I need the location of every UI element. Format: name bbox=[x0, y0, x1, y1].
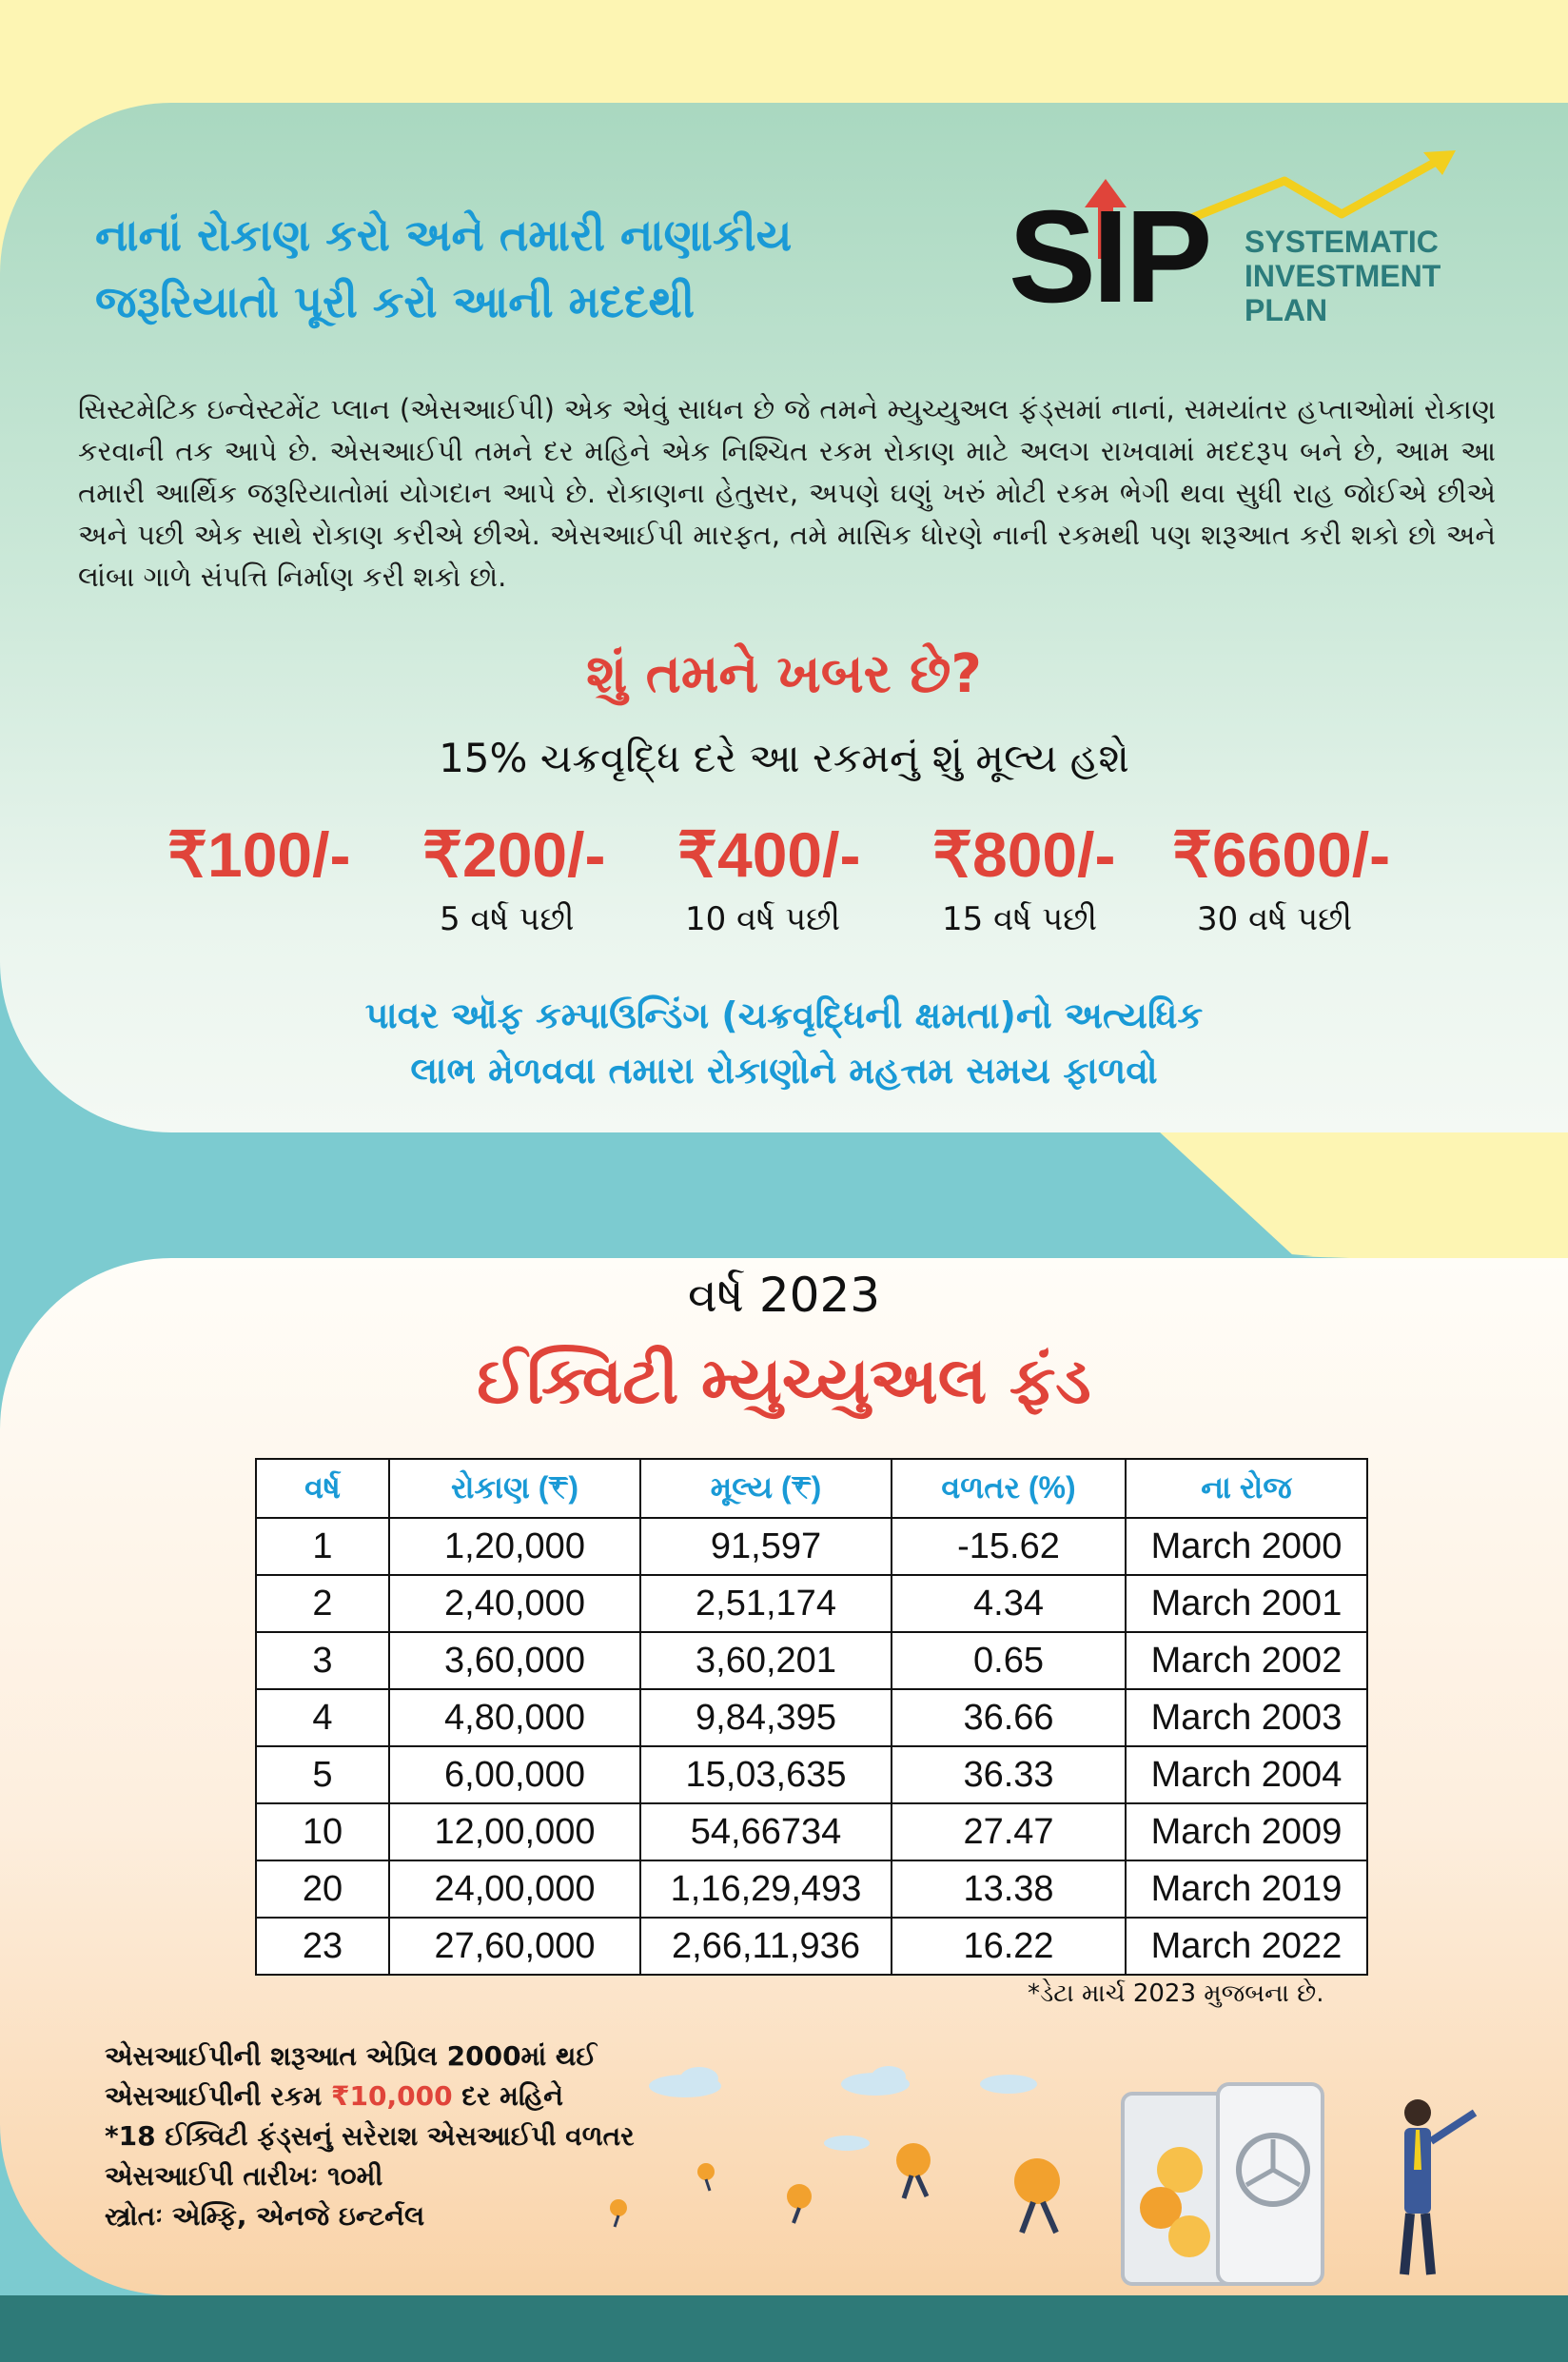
coin-character-icon bbox=[610, 2143, 1060, 2233]
headline-line-2: જરૂરિયાતો પૂરી કરો આની મદદથી bbox=[95, 276, 695, 327]
cloud-icon bbox=[649, 2066, 1037, 2151]
col-header-as-on: ના રોજ bbox=[1126, 1459, 1367, 1518]
cell-as-on: March 2019 bbox=[1126, 1860, 1367, 1918]
cell-return: 13.38 bbox=[892, 1860, 1126, 1918]
power-of-compounding bbox=[0, 988, 1568, 1098]
table-row bbox=[256, 1860, 1367, 1918]
cell-as-on: March 2003 bbox=[1126, 1689, 1367, 1746]
cell-value: 54,66734 bbox=[640, 1803, 892, 1860]
cell-year: 4 bbox=[256, 1689, 389, 1746]
note-average-return: *18 ઈક્વિટી ફંડ્સનું સરેરાશ એસઆઈપી વળતર bbox=[105, 2120, 635, 2152]
cell-year: 1 bbox=[256, 1518, 389, 1575]
power-line-2: લાભ મેળવવા તમારા રોકાણોને મહત્તમ સમય ફાળવો bbox=[410, 1050, 1158, 1092]
table-row bbox=[256, 1803, 1367, 1860]
headline-line-1: નાનાં રોકાણ કરો અને તમારી નાણાકીય bbox=[95, 209, 793, 261]
logo-sub-systematic: SYSTEMATIC bbox=[1245, 225, 1439, 259]
coins-to-safe-illustration bbox=[590, 2056, 1541, 2293]
cell-investment: 2,40,000 bbox=[389, 1575, 640, 1632]
note-source: સ્ત્રોતઃ એમ્ફિ, એનજે ઇન્ટર્નલ bbox=[105, 2200, 425, 2232]
cell-year: 5 bbox=[256, 1746, 389, 1803]
cell-as-on: March 2022 bbox=[1126, 1918, 1367, 1975]
cell-investment: 1,20,000 bbox=[389, 1518, 640, 1575]
cell-investment: 27,60,000 bbox=[389, 1918, 640, 1975]
cell-investment: 12,00,000 bbox=[389, 1803, 640, 1860]
cell-return: 36.66 bbox=[892, 1689, 1126, 1746]
cell-year: 2 bbox=[256, 1575, 389, 1632]
sip-logo bbox=[1009, 143, 1484, 333]
did-you-know-heading: શું તમને ખબર છે? bbox=[586, 643, 982, 705]
amount-period-label: 5 વર્ષ પછી bbox=[440, 900, 575, 938]
amount-value: ₹6600/- bbox=[1172, 819, 1391, 890]
cell-return: -15.62 bbox=[892, 1518, 1126, 1575]
col-header-return: વળતર (%) bbox=[892, 1459, 1126, 1518]
safe-icon bbox=[1123, 2084, 1323, 2284]
note-sip-date: એસઆઈપી તારીખઃ ૧૦મી bbox=[105, 2160, 383, 2192]
compound-rate-line: 15% ચક્રવૃદ્ધિ દરે આ રકમનું શું મૂલ્ય હશે bbox=[439, 735, 1129, 781]
amount-period-label: 15 વર્ષ પછી bbox=[942, 900, 1098, 938]
cell-return: 27.47 bbox=[892, 1803, 1126, 1860]
amount-period-label: 10 વર્ષ પછી bbox=[685, 900, 841, 938]
cell-value: 3,60,201 bbox=[640, 1632, 892, 1689]
cell-value: 15,03,635 bbox=[640, 1746, 892, 1803]
cell-as-on: March 2001 bbox=[1126, 1575, 1367, 1632]
table-row bbox=[256, 1632, 1367, 1689]
cell-as-on: March 2000 bbox=[1126, 1518, 1367, 1575]
cell-investment: 3,60,000 bbox=[389, 1632, 640, 1689]
cell-investment: 6,00,000 bbox=[389, 1746, 640, 1803]
logo-sub-plan: PLAN bbox=[1245, 293, 1328, 327]
sip-notes bbox=[105, 2037, 635, 2236]
cell-as-on: March 2002 bbox=[1126, 1632, 1367, 1689]
table-header-row bbox=[256, 1459, 1367, 1518]
intro-paragraph: સિસ્ટમેટિક ઇન્વેસ્ટમેંટ પ્લાન (એસઆઈપી) એક એવું સાધન છે જે તમને મ્યુચ્યુઅલ ફંડ્સમાં નાનાં, સમયાંતર હપ્તાઓમાં રોકાણ કરવાની તક આપે છે. એસઆઈપી તમને દર મહિને એક નિશ્ચિત રકમ રોકાણ માટે અલગ રાખવામાં મદદરૂપ બને છે, આમ આ તમારી આર્થિક જરૂરિયાતોમાં યોગદાન આપે છે. રોકાણના હેતુસર, અપણે ઘણું ખરું મોટી રકમ ભેગી થવા સુધી રાહ જોઈએ છીએ અને પછી એક સાથે રોકાણ કરીએ છીએ. એસઆઈપી મારફત, તમે માસિક ધોરણે નાની રકમથી પણ શરૂઆત કરી શકો છો અને લાંબા ગાળે સંપત્તિ નિર્માણ કરી શકો છો. bbox=[78, 393, 1496, 593]
businessman-icon bbox=[1404, 2099, 1475, 2274]
power-line-1: પાવર ઑફ કમ્પાઉન્ડિંગ (ચક્રવૃદ્ધિની ક્ષમતા)નો અત્યધિક bbox=[364, 994, 1204, 1036]
cell-year: 23 bbox=[256, 1918, 389, 1975]
table-row bbox=[256, 1575, 1367, 1632]
note-amount-suffix: દર મહિને bbox=[452, 2080, 564, 2112]
amount-value: ₹200/- bbox=[422, 819, 606, 890]
sip-logo-subtitle bbox=[1245, 225, 1441, 327]
sip-logo-letters: SIP bbox=[1009, 184, 1209, 330]
cell-return: 36.33 bbox=[892, 1746, 1126, 1803]
logo-sub-investment: INVESTMENT bbox=[1245, 259, 1441, 293]
amount-value: ₹400/- bbox=[677, 819, 861, 890]
footer-strip bbox=[0, 2295, 1568, 2362]
col-header-year: વર્ષ bbox=[256, 1459, 389, 1518]
cell-investment: 4,80,000 bbox=[389, 1689, 640, 1746]
cell-year: 20 bbox=[256, 1860, 389, 1918]
cell-as-on: March 2004 bbox=[1126, 1746, 1367, 1803]
fund-title: ઈક્વિટી મ્યુચ્યુઅલ ફંડ bbox=[477, 1344, 1091, 1419]
cell-investment: 24,00,000 bbox=[389, 1860, 640, 1918]
cell-value: 1,16,29,493 bbox=[640, 1860, 892, 1918]
cell-year: 10 bbox=[256, 1803, 389, 1860]
cell-value: 2,51,174 bbox=[640, 1575, 892, 1632]
cell-return: 4.34 bbox=[892, 1575, 1126, 1632]
data-footnote: *ડેટા માર્ચ 2023 મુજબના છે. bbox=[1028, 1979, 1324, 2008]
amount-value: ₹100/- bbox=[167, 819, 351, 890]
note-start-date: એસઆઈપીની શરૂઆત એપ્રિલ 2000માં થઈ bbox=[105, 2040, 598, 2072]
table-row bbox=[256, 1746, 1367, 1803]
cell-value: 2,66,11,936 bbox=[640, 1918, 892, 1975]
amount-period-label: 30 વર્ષ પછી bbox=[1197, 900, 1353, 938]
table-row bbox=[256, 1518, 1367, 1575]
note-amount-prefix: એસઆઈપીની રકમ bbox=[105, 2080, 332, 2112]
sip-returns-table bbox=[255, 1458, 1368, 1976]
col-header-value: મૂલ્ય (₹) bbox=[640, 1459, 892, 1518]
cell-as-on: March 2009 bbox=[1126, 1803, 1367, 1860]
cell-value: 91,597 bbox=[640, 1518, 892, 1575]
note-sip-amount bbox=[105, 2077, 635, 2116]
cell-value: 9,84,395 bbox=[640, 1689, 892, 1746]
col-header-investment: રોકાણ (₹) bbox=[389, 1459, 640, 1518]
cell-return: 16.22 bbox=[892, 1918, 1126, 1975]
amount-value: ₹800/- bbox=[932, 819, 1116, 890]
table-row bbox=[256, 1689, 1367, 1746]
table-row bbox=[256, 1918, 1367, 1975]
note-amount-value: ₹10,000 bbox=[331, 2080, 453, 2112]
headline bbox=[95, 202, 1009, 335]
cell-return: 0.65 bbox=[892, 1632, 1126, 1689]
year-heading: વર્ષ 2023 bbox=[687, 1268, 881, 1323]
cell-year: 3 bbox=[256, 1632, 389, 1689]
